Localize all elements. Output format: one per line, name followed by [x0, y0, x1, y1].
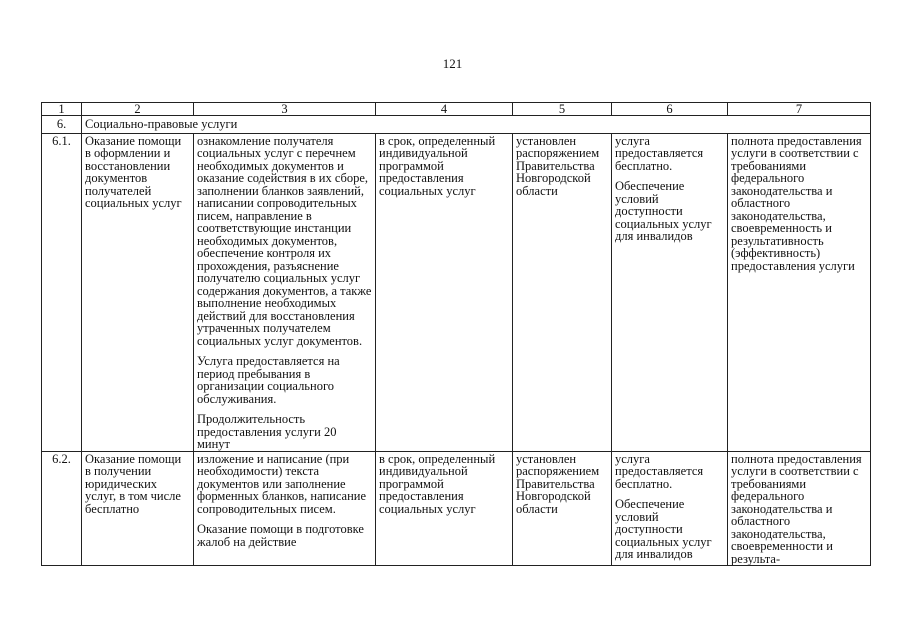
service-content-paragraph: Оказание помощи в подготовке жалоб на действие — [197, 522, 364, 549]
column-number: 7 — [728, 103, 871, 116]
section-number: 6. — [42, 116, 82, 134]
table-row — [42, 133, 871, 451]
table-row — [42, 451, 871, 566]
page-number: 121 — [442, 56, 463, 71]
service-name: Оказание помощи в получении юридических услуг, в том числе бесплатно — [82, 451, 194, 566]
service-conditions-paragraph: услуга предоставляется бесплатно. — [615, 451, 704, 491]
service-content — [194, 451, 376, 566]
service-content-paragraph: ознакомление получателя социальных услуг с перечнем необходимых документов и оказание содействия в их сборе, заполнении бланков заявлений, написании сопроводительных писем, направление в соответствующие инстанции необходимых документов, обеспечение контроля их прохождения, разъяснение получателю социальных услуг содержания документов, а также выполнение необходимых действий для восстановления утраченных получателем социальных услуг документов. — [197, 133, 372, 348]
service-conditions-paragraph: Обеспечение условий доступности социальных услуг для инвалидов — [615, 497, 712, 561]
column-number: 1 — [42, 103, 82, 116]
service-tariff: установлен распоряжением Правительства Новгородской области — [513, 133, 612, 451]
service-conditions — [612, 133, 728, 451]
service-term: в срок, определенный индивидуальной программой предоставления социальных услуг — [376, 133, 513, 451]
service-conditions — [612, 451, 728, 566]
column-number: 5 — [513, 103, 612, 116]
service-number: 6.2. — [42, 451, 82, 566]
service-conditions-paragraph: услуга предоставляется бесплатно. — [615, 133, 704, 173]
service-quality: полнота предоставления услуги в соответствии с требованиями федерального законодательства и областного законодательства, своевременность и результативность (эффективность) предоставления услуги — [728, 133, 871, 451]
service-content — [194, 133, 376, 451]
service-conditions-paragraph: Обеспечение условий доступности социальных услуг для инвалидов — [615, 179, 712, 243]
services-table — [41, 102, 871, 566]
service-term: в срок, определенный индивидуальной программой предоставления социальных услуг — [376, 451, 513, 566]
column-number: 2 — [82, 103, 194, 116]
service-number: 6.1. — [42, 133, 82, 451]
column-number: 6 — [612, 103, 728, 116]
table-header-row — [42, 103, 871, 116]
service-name: Оказание помощи в оформлении и восстановлении документов получателей социальных услуг — [82, 133, 194, 451]
service-content-paragraph: изложение и написание (при необходимости) текста документов или заполнение форменных бланков, написание сопроводительных писем. — [197, 451, 367, 516]
section-row — [42, 116, 871, 134]
column-number: 3 — [194, 103, 376, 116]
service-tariff: установлен распоряжением Правительства Новгородской области — [513, 451, 612, 566]
column-number: 4 — [376, 103, 513, 116]
service-content-paragraph: Услуга предоставляется на период пребывания в организации социального обслуживания. — [197, 354, 340, 406]
section-title: Социально-правовые услуги — [82, 116, 871, 134]
service-quality: полнота предоставления услуги в соответствии с требованиями федерального законодательства и областного законодательства, своевременности и результа- — [728, 451, 871, 566]
service-content-paragraph: Продолжительность предоставления услуги 20 минут — [197, 412, 337, 451]
